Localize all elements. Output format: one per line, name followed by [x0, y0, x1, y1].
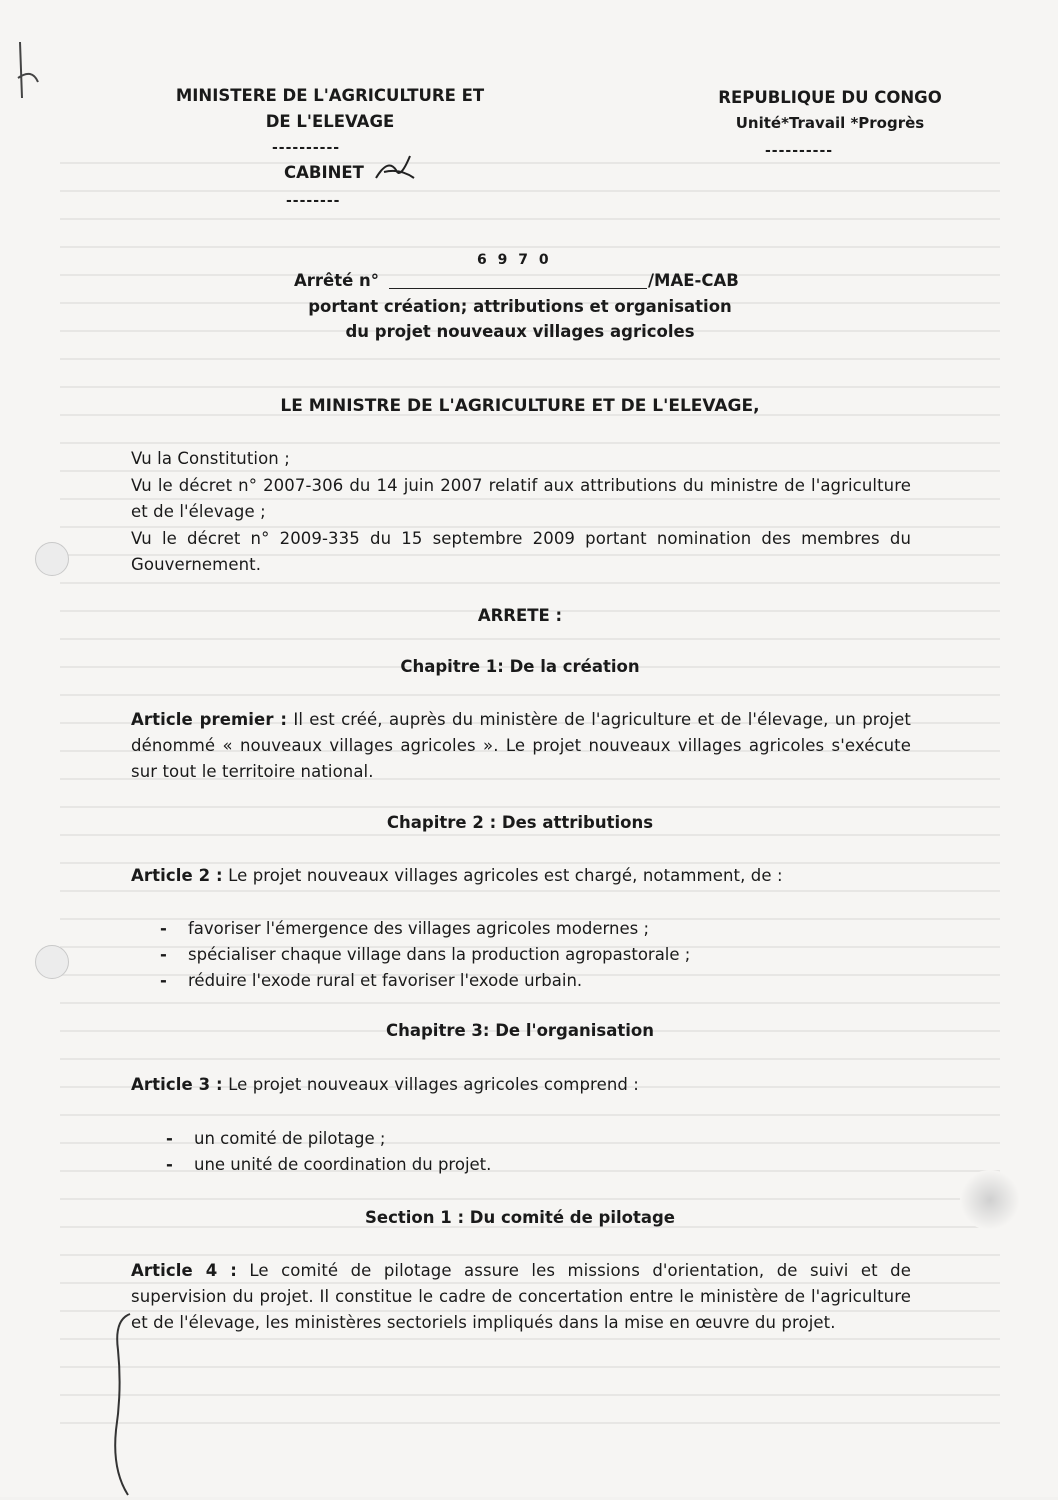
- attributions-list: [160, 916, 900, 994]
- punch-hole-top: [35, 542, 69, 576]
- article-4-label: Article 4 :: [131, 1261, 237, 1280]
- section1-title: Section 1 : Du comité de pilotage: [365, 1208, 675, 1227]
- minister-title: LE MINISTRE DE L'AGRICULTURE ET DE L'ELEVAGE,: [280, 396, 760, 416]
- arrete-suffix: /MAE-CAB: [648, 271, 739, 290]
- arrete-number-stamp: 6 9 7 0: [477, 252, 552, 268]
- arrete-subject-line1: portant création; attributions et organisation: [308, 297, 732, 316]
- republic-name: REPUBLIQUE DU CONGO: [718, 88, 942, 107]
- article-premier-text: Il est créé, auprès du ministère de l'agriculture et de l'élevage, un projet dénommé « nouveaux villages agricoles ». Le projet nouveaux villages agricoles s'exécute sur tout le territoire national.: [131, 710, 911, 781]
- article-premier-label: Article premier :: [131, 710, 288, 729]
- ministry-name-line1: MINISTERE DE L'AGRICULTURE ET: [175, 86, 485, 105]
- margin-bracket-mark: [108, 1310, 138, 1500]
- list-item: - un comité de pilotage ;: [166, 1129, 386, 1148]
- chapter2-title: Chapitre 2 : Des attributions: [386, 813, 654, 832]
- list-item: - favoriser l'émergence des villages agricoles modernes ;: [160, 919, 650, 938]
- corner-mark: [10, 38, 50, 118]
- list-item: - réduire l'exode rural et favoriser l'exode urbain.: [160, 971, 583, 990]
- cabinet-separator: --------: [286, 193, 341, 209]
- visa-decree-attributions: Vu le décret n° 2007-306 du 14 juin 2007 relatif aux attributions du ministre de l'agriculture et de l'élevage ;: [131, 476, 911, 521]
- arrete-subject-line2: du projet nouveaux villages agricoles: [345, 322, 695, 341]
- visa-decree-nomination: Vu le décret n° 2009-335 du 15 septembre 2009 portant nomination des membres du Gouvernement.: [131, 529, 911, 574]
- arrete-number-blank: [389, 288, 647, 289]
- article-4: [131, 1258, 911, 1336]
- article-3-label: Article 3 :: [131, 1075, 223, 1094]
- punch-hole-bottom: [35, 945, 69, 979]
- chapter1-title: Chapitre 1: De la création: [400, 657, 640, 676]
- national-motto: Unité*Travail *Progrès: [735, 114, 925, 132]
- list-item: - une unité de coordination du projet.: [166, 1155, 492, 1174]
- article-3-text: Le projet nouveaux villages agricoles comprend :: [222, 1075, 639, 1094]
- arrete-number-label: Arrêté n°: [294, 271, 380, 290]
- article-2-text: Le projet nouveaux villages agricoles est chargé, notamment, de :: [222, 866, 783, 885]
- list-item: - spécialiser chaque village dans la production agropastorale ;: [160, 945, 691, 964]
- article-3: [131, 1072, 911, 1098]
- republic-separator: ----------: [765, 143, 834, 159]
- article-premier: [131, 707, 911, 785]
- article-2-label: Article 2 :: [131, 866, 223, 885]
- arrete-heading: ARRETE :: [477, 606, 563, 625]
- scan-smudge: [960, 1170, 1020, 1230]
- ministry-name-line2: DE L'ELEVAGE: [265, 112, 395, 131]
- ministry-separator: ----------: [272, 140, 341, 156]
- organisation-list: [166, 1126, 906, 1178]
- article-2: [131, 863, 911, 889]
- article-4-text: Le comité de pilotage assure les missions d'orientation, de suivi et de supervision du projet. Il constitue le cadre de concertation entre le ministère de l'agriculture et de l'élevage, les ministères sectoriels impliqués dans la mise en œuvre du projet.: [131, 1261, 911, 1332]
- visa-constitution: Vu la Constitution ;: [131, 449, 290, 468]
- chapter3-title: Chapitre 3: De l'organisation: [386, 1021, 654, 1040]
- cabinet-signature: [370, 148, 420, 188]
- cabinet-label: CABINET: [284, 163, 364, 182]
